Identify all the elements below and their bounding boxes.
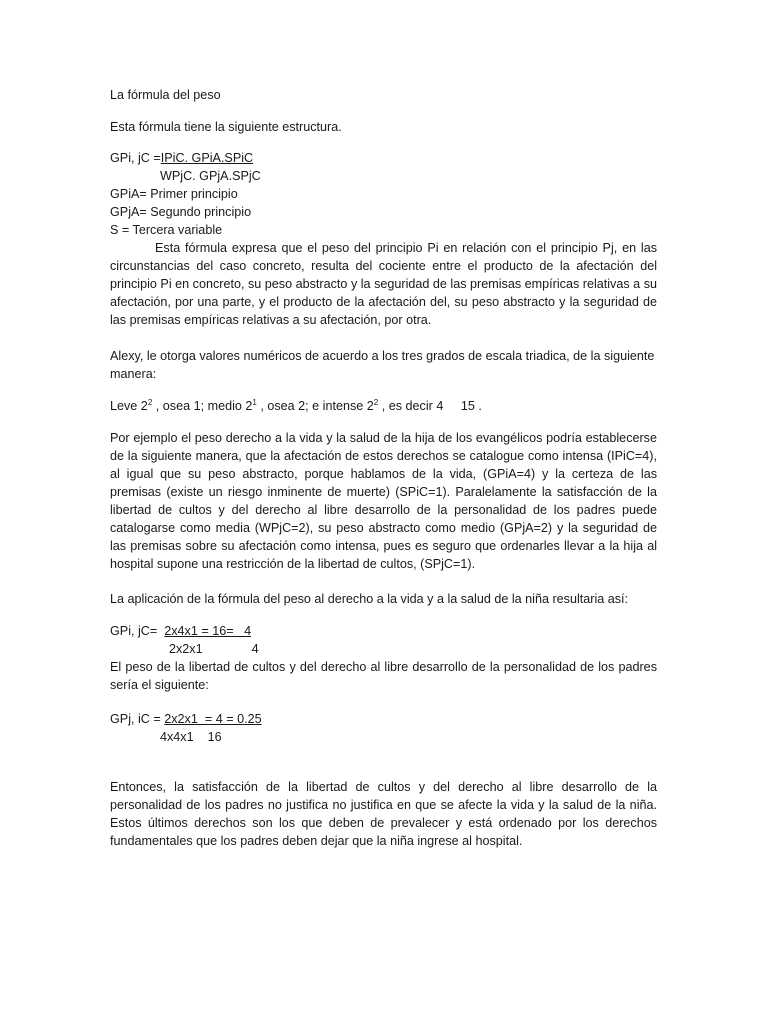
scale-intense: , osea 2; e intense 2: [260, 399, 374, 413]
scale-intense-exponent: 2: [373, 397, 379, 407]
formula-lhs: GPi, jC =: [110, 151, 161, 165]
example-paragraph: Por ejemplo el peso derecho a la vida y la salud de la hija de los evangélicos podría establecerse de la siguiente manera, que la afectación de estos derechos se catalogue como intensa (IPiC=4), al igual que su peso abstracto, porque hablamos de la vida, (GPiA=4) y la certeza de las premisas (existe un riesgo inminente de muerte) (SPiC=1). Paralelamente la satisfacción de la libertad de cultos y del derecho al libre desarrollo de la personalidad de los padres puede catalogarse como media (WPjC=2), su peso abstracto como medio (GPjA=2) y la seguridad de las premisas sobre su afectación como intensa, pues es seguro que ordenarles llevar a la hija al hospital supone una restricción de la libertad de cultos, (SPjC=1).: [110, 431, 657, 571]
triadic-scale-line: [110, 397, 657, 415]
formula-numerator-line: [110, 149, 657, 167]
formula-definition: GPiA= Primer principio: [110, 187, 238, 201]
formula-definition: S = Tercera variable: [110, 223, 223, 237]
scale-leve: Leve 2: [110, 399, 148, 413]
calc-life-denominator: 2x2x1 4: [169, 642, 259, 656]
conclusion-paragraph: Entonces, la satisfacción de la libertad de cultos y del derecho al libre desarrollo de la personalidad de los padres no justifica no justifica en que se afecte la vida y la salud de la niña. Estos últimos derechos son los que deben de prevalecer y está ordenado por los derechos fundamentales que los padres deben dejar que la niña ingrese al hospital.: [110, 780, 657, 848]
calc-life-numerator: 2x4x1 = 16= 4: [164, 624, 252, 638]
scale-leve-exponent: 2: [147, 397, 153, 407]
explanation-paragraph: Esta fórmula expresa que el peso del principio Pi en relación con el principio Pj, en las circunstancias del caso concreto, resulta del cociente entre el producto de la afectación del principio Pi en concreto, su peso abstracto y la seguridad de las premisas empíricas relativas a su afectación, por una parte, y el producto de la afectación del, su peso abstracto y la seguridad de las premisas empíricas relativas a su afectación, por otra.: [110, 241, 657, 327]
calc-parents-numerator: 2x2x1 = 4 = 0.25: [164, 712, 262, 726]
formula-denominator: WPjC. GPjA.SPjC: [160, 169, 261, 183]
calc-parents-lhs: GPj, iC =: [110, 712, 161, 726]
calc-life-numerator-line: [110, 622, 657, 640]
application-paragraph: La aplicación de la fórmula del peso al derecho a la vida y a la salud de la niña resultaria así:: [110, 592, 629, 606]
weight-formula: [110, 149, 657, 239]
scale-tail: , es decir 4 15 .: [381, 399, 482, 413]
scale-medio-exponent: 1: [252, 397, 257, 407]
formula-numerator: IPiC. GPiA.SPiC: [160, 151, 254, 165]
alexy-paragraph: Alexy, le otorga valores numéricos de acuerdo a los tres grados de escala triadica, de la siguiente manera:: [110, 349, 655, 381]
calculation-life: [110, 622, 657, 658]
formula-definition: GPjA= Segundo principio: [110, 205, 252, 219]
document-title: La fórmula del peso: [110, 88, 221, 102]
intro-sentence: Esta fórmula tiene la siguiente estructura.: [110, 120, 342, 134]
calc-life-lhs: GPi, jC=: [110, 624, 158, 638]
scale-medio: , osea 1; medio 2: [155, 399, 253, 413]
calc-parents-denominator: 4x4x1 16: [160, 730, 222, 744]
calc-parents-numerator-line: [110, 710, 657, 728]
parents-paragraph: El peso de la libertad de cultos y del derecho al libre desarrollo de la personalidad de los padres sería el siguiente:: [110, 660, 657, 692]
calculation-parents: [110, 710, 657, 746]
